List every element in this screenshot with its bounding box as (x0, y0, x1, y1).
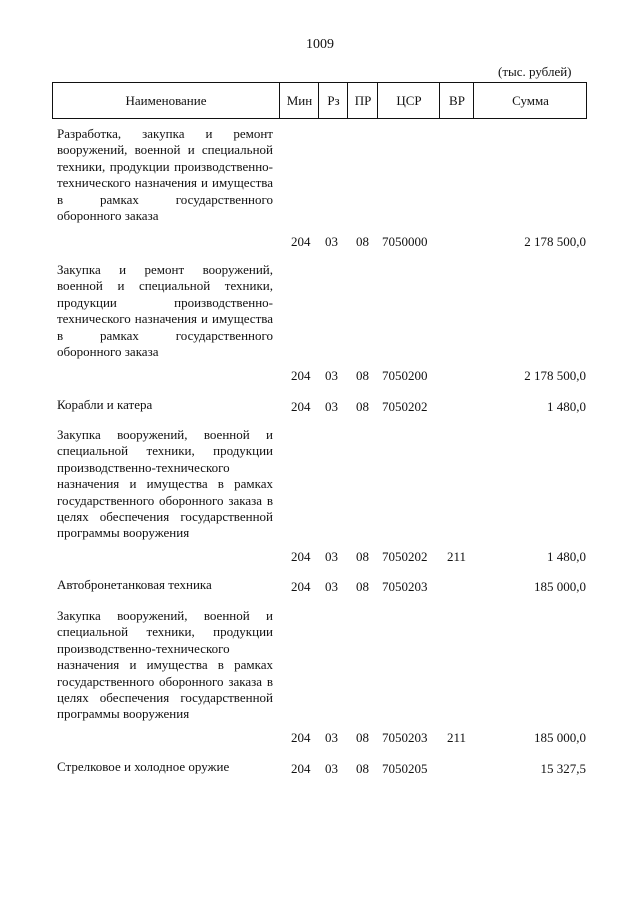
row-pr: 08 (356, 234, 369, 249)
row-rz: 03 (325, 549, 338, 564)
row-vr: 211 (447, 549, 467, 564)
units-label: (тыс. рублей) (498, 64, 572, 79)
header-sum: Сумма (473, 83, 587, 118)
row-name: Корабли и катера (57, 397, 153, 412)
row-name: Стрелковое и холодное оружие (57, 759, 230, 774)
row-min: 204 (291, 549, 311, 564)
row-sum: 2 178 500,0 (524, 234, 586, 249)
row-pr: 08 (356, 399, 369, 414)
row-csr: 7050203 (382, 730, 428, 745)
row-name: Закупка вооружений, военной и специальной техники, продукции производственно-технического назначения и имущества в рамках государственного оборонного заказа в целях обеспечения государственной программы вооружения (57, 608, 273, 722)
header-pr: ПР (347, 83, 378, 118)
row-csr: 7050202 (382, 549, 428, 564)
header-rz: Рз (318, 83, 348, 118)
row-name: Закупка и ремонт вооружений, военной и специальной техники, продукции производственно-технического назначения и имущества в рамках государственного оборонного заказа (57, 262, 273, 360)
row-min: 204 (291, 399, 311, 414)
row-name: Разработка, закупка и ремонт вооружений, военной и специальной техники, продукции производственно-технического назначения и имущества в рамках государственного оборонного заказа (57, 126, 273, 224)
header-vr: ВР (439, 83, 474, 118)
row-rz: 03 (325, 761, 338, 776)
row-pr: 08 (356, 368, 369, 383)
row-csr: 7050200 (382, 368, 428, 383)
header-csr: ЦСР (377, 83, 440, 118)
page-number: 1009 (306, 37, 334, 52)
row-name: Закупка вооружений, военной и специальной техники, продукции производственно-технического назначения и имущества в рамках государственного оборонного заказа в целях обеспечения государственной программы вооружения (57, 427, 273, 541)
row-sum: 185 000,0 (534, 730, 586, 745)
row-pr: 08 (356, 549, 369, 564)
row-min: 204 (291, 368, 311, 383)
row-rz: 03 (325, 730, 338, 745)
row-min: 204 (291, 579, 311, 594)
header-name: Наименование (125, 92, 207, 108)
table-header (52, 82, 587, 119)
row-pr: 08 (356, 579, 369, 594)
row-csr: 7050205 (382, 761, 428, 776)
row-name: Автобронетанковая техника (57, 577, 212, 592)
row-rz: 03 (325, 399, 338, 414)
row-pr: 08 (356, 761, 369, 776)
row-min: 204 (291, 730, 311, 745)
row-rz: 03 (325, 579, 338, 594)
row-min: 204 (291, 234, 311, 249)
row-rz: 03 (325, 234, 338, 249)
row-sum: 185 000,0 (534, 579, 586, 594)
row-sum: 2 178 500,0 (524, 368, 586, 383)
row-sum: 15 327,5 (540, 761, 586, 776)
row-sum: 1 480,0 (547, 549, 586, 564)
row-pr: 08 (356, 730, 369, 745)
row-csr: 7050203 (382, 579, 428, 594)
row-min: 204 (291, 761, 311, 776)
row-sum: 1 480,0 (547, 399, 586, 414)
row-rz: 03 (325, 368, 338, 383)
row-csr: 7050202 (382, 399, 428, 414)
row-vr: 211 (447, 730, 467, 745)
row-csr: 7050000 (382, 234, 428, 249)
header-min: Мин (279, 83, 319, 118)
